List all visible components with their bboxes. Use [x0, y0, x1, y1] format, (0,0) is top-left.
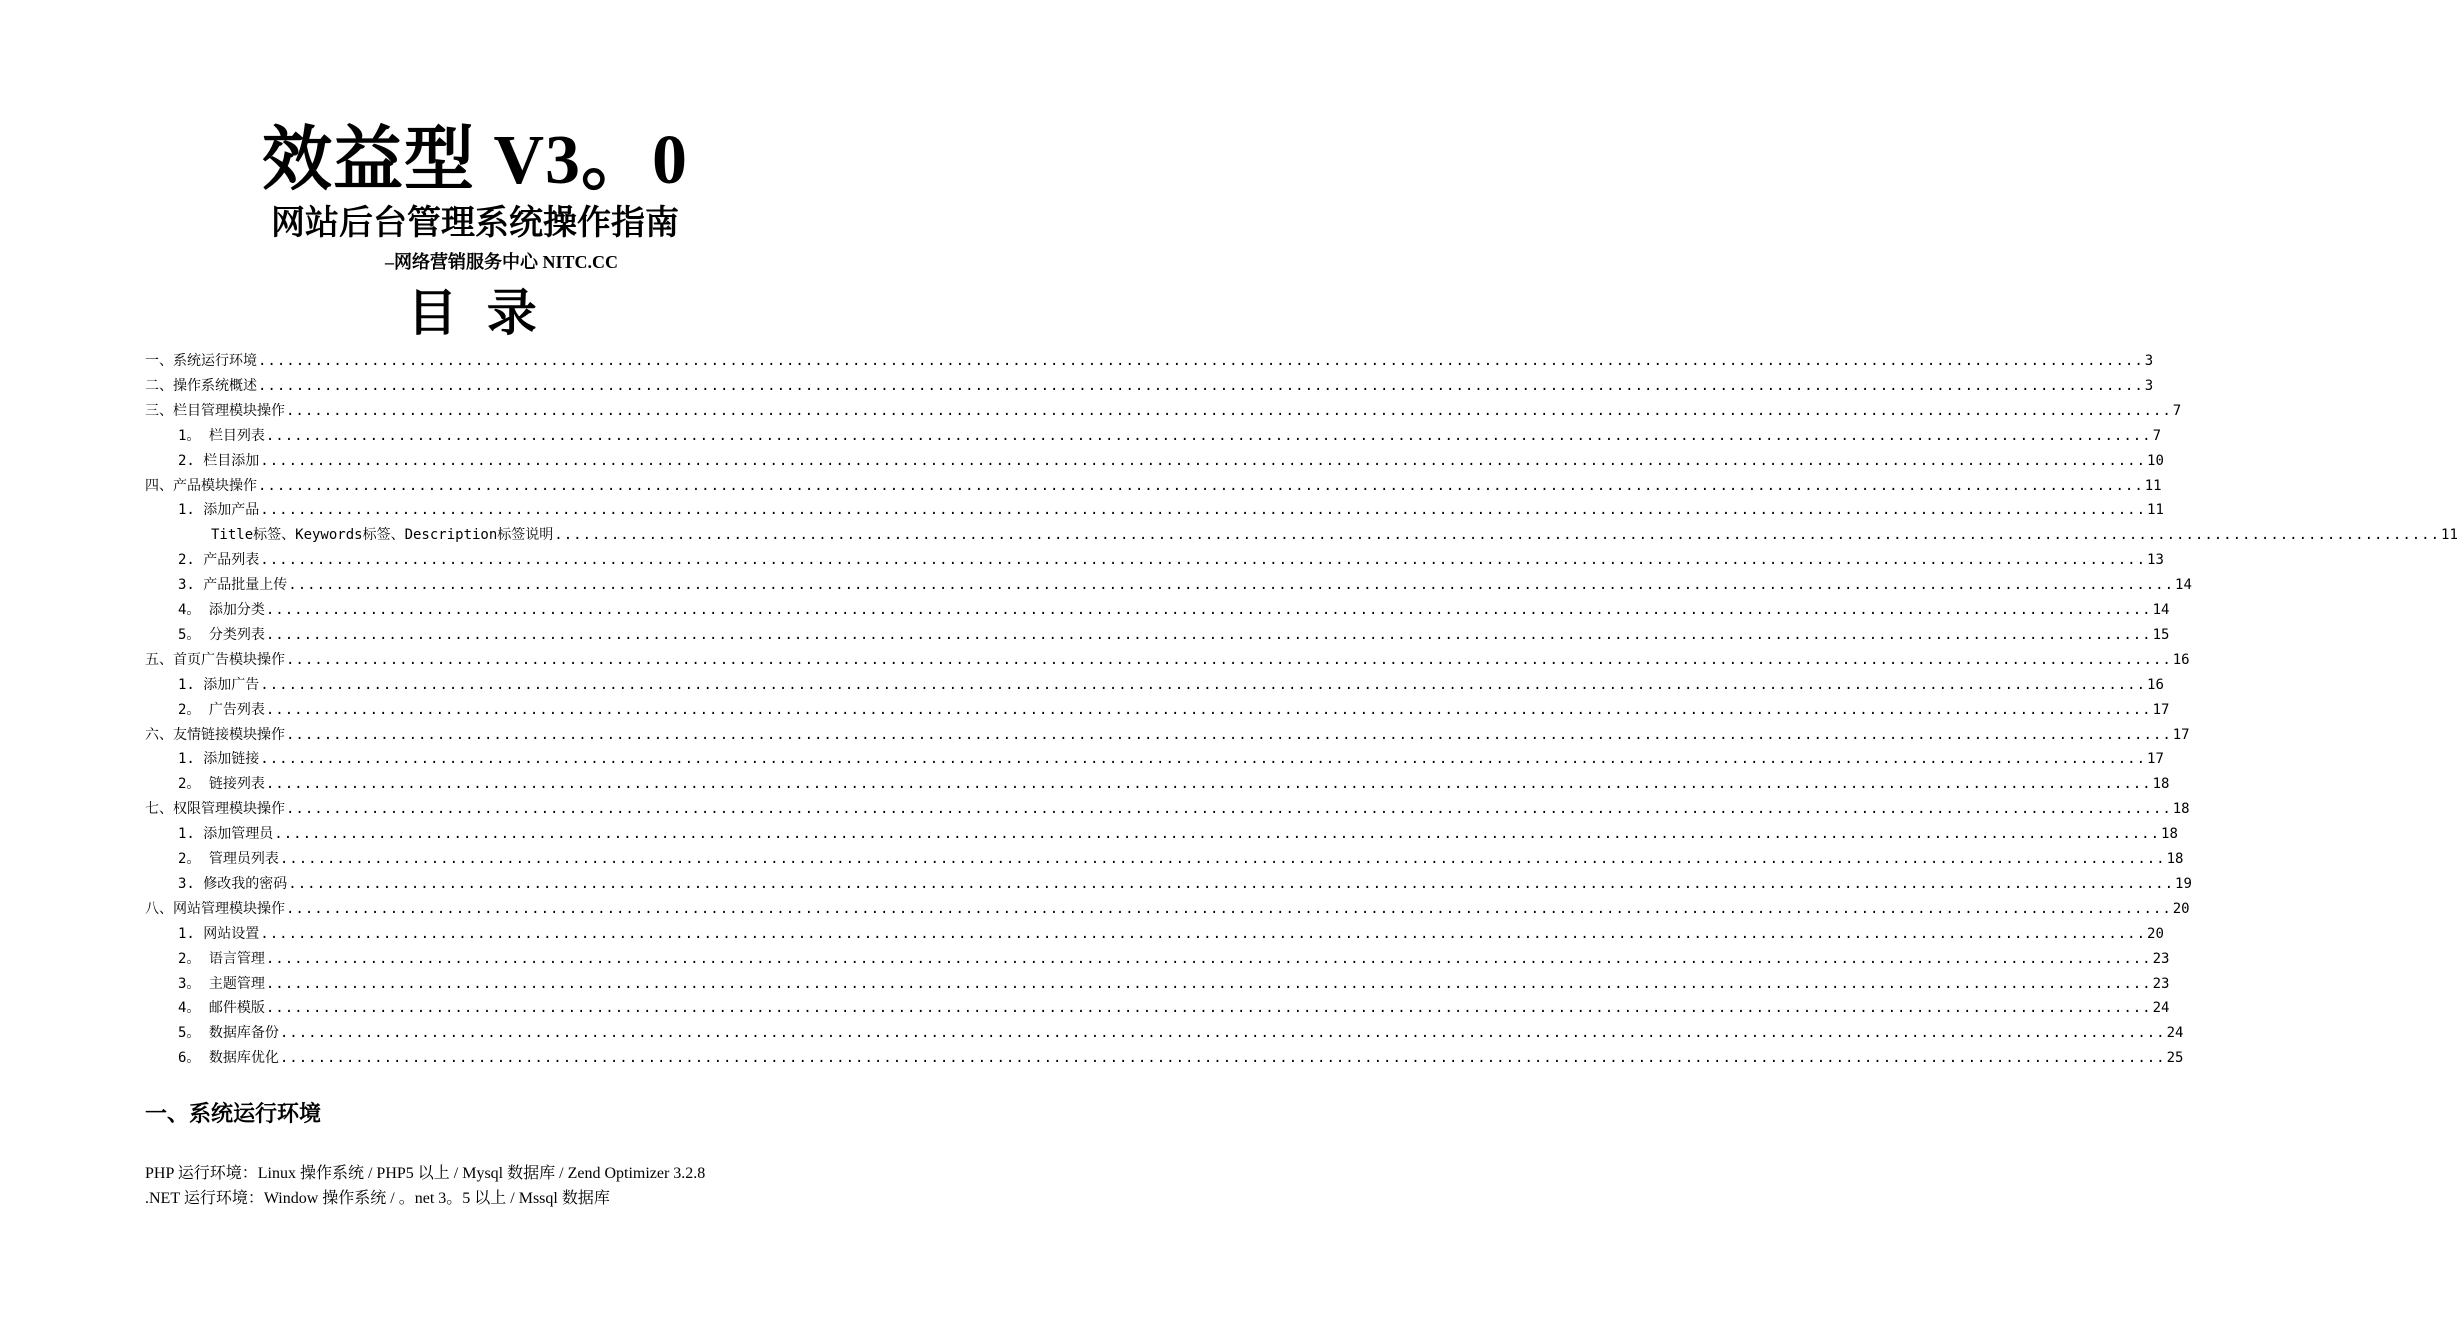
toc-dot-leader: ........................................................................................................................................................................................................: [260, 925, 2147, 942]
toc-entry-label: 1. 网站设置: [178, 925, 260, 942]
toc-dot-leader: ........................................................................................................................................................................................................: [260, 751, 2147, 768]
toc-entry[interactable]: [178, 673, 2164, 698]
toc-entry-label: 2。 链接列表: [178, 776, 265, 793]
php-environment-line: PHP 运行环境：Linux 操作系统 / PHP5 以上 / Mysql 数据库 / Zend Optimizer 3.2.8: [145, 1165, 706, 1182]
toc-entry[interactable]: [178, 424, 2162, 449]
toc-entry[interactable]: [178, 623, 2170, 648]
toc-entry-page: 14: [2152, 602, 2170, 618]
toc-entry[interactable]: [178, 822, 2178, 847]
toc-entry-page: 16: [2147, 676, 2164, 693]
toc-entry-label: 1。 栏目列表: [178, 427, 265, 444]
toc-entry[interactable]: [178, 698, 2170, 723]
toc-entry-page: 3: [2144, 353, 2154, 369]
toc-dot-leader: ........................................................................................................................................................................................................: [265, 602, 2152, 618]
toc-entry[interactable]: [178, 598, 2170, 623]
toc-entry-page: 24: [2152, 1000, 2170, 1017]
toc-dot-leader: ........................................................................................................................................................................................................: [265, 776, 2152, 793]
toc-entry-page: 19: [2175, 875, 2192, 892]
toc-entry[interactable]: [145, 399, 2182, 424]
toc-entry[interactable]: [178, 996, 2170, 1021]
toc-entry-label: 5。 分类列表: [178, 626, 265, 643]
toc-entry-label: 3。 主题管理: [178, 975, 265, 992]
toc-dot-leader: ........................................................................................................................................................................................................: [260, 552, 2147, 569]
toc-entry[interactable]: [145, 474, 2162, 499]
toc-entry-label: 3. 修改我的密码: [178, 875, 288, 892]
toc-entry-label: 2。 广告列表: [178, 701, 265, 718]
toc-entry[interactable]: [178, 573, 2192, 598]
net-environment-line: .NET 运行环境：Window 操作系统 / 。net 3。5 以上 / Mssql 数据库: [145, 1190, 610, 1207]
toc-dot-leader: ........................................................................................................................................................................................................: [286, 402, 2172, 419]
document-title: 效益型 V3。0: [261, 122, 689, 199]
toc-dot-leader: ........................................................................................................................................................................................................: [265, 427, 2152, 444]
toc-entry-label: 2. 产品列表: [178, 552, 260, 569]
toc-entry-label: 5。 数据库备份: [178, 1025, 279, 1042]
toc-entry-page: 11: [2441, 527, 2458, 544]
toc-entry[interactable]: [178, 498, 2164, 523]
toc-dot-leader: ........................................................................................................................................................................................................: [265, 701, 2152, 718]
toc-entry[interactable]: [178, 972, 2170, 997]
toc-dot-leader: ........................................................................................................................................................................................................: [265, 1000, 2152, 1017]
toc-entry-label: 4。 添加分类: [178, 602, 265, 618]
toc-entry[interactable]: [145, 723, 2190, 748]
toc-entry-page: 11: [2147, 502, 2164, 519]
toc-entry-label: Title标签、Keywords标签、Description标签说明: [211, 527, 554, 544]
toc-entry-page: 18: [2172, 801, 2190, 818]
toc-dot-leader: ........................................................................................................................................................................................................: [260, 676, 2147, 693]
toc-entry-label: 2。 语言管理: [178, 950, 265, 967]
toc-entry[interactable]: [178, 922, 2164, 947]
toc-dot-leader: ........................................................................................................................................................................................................: [260, 452, 2147, 469]
toc-entry-page: 13: [2147, 552, 2164, 569]
toc-entry[interactable]: [178, 747, 2164, 772]
toc-entry-page: 3: [2144, 377, 2154, 394]
toc-entry-label: 一、系统运行环境: [145, 353, 257, 369]
toc-entry-page: 17: [2172, 726, 2190, 743]
toc-dot-leader: ........................................................................................................................................................................................................: [279, 1025, 2166, 1042]
toc-dot-leader: ........................................................................................................................................................................................................: [279, 851, 2166, 867]
toc-entry[interactable]: [178, 947, 2170, 972]
toc-dot-leader: ........................................................................................................................................................................................................: [286, 801, 2172, 818]
toc-entry-label: 六、友情链接模块操作: [145, 726, 285, 743]
toc-entry[interactable]: [178, 1046, 2184, 1071]
toc-entry-label: 七、权限管理模块操作: [145, 801, 285, 818]
toc-entry-page: 25: [2166, 1050, 2184, 1067]
toc-dot-leader: ........................................................................................................................................................................................................: [258, 477, 2144, 494]
toc-entry[interactable]: [178, 847, 2184, 872]
document-subtitle: 网站后台管理系统操作指南: [271, 203, 679, 243]
toc-entry-label: 八、网站管理模块操作: [145, 900, 285, 917]
toc-entry[interactable]: [178, 1021, 2184, 1046]
toc-entry[interactable]: [145, 797, 2190, 822]
toc-dot-leader: ........................................................................................................................................................................................................: [286, 651, 2172, 668]
toc-entry-page: 23: [2152, 950, 2170, 967]
toc-entry-page: 7: [2172, 402, 2182, 419]
toc-entry[interactable]: [145, 349, 2154, 374]
toc-entry-page: 18: [2161, 826, 2178, 843]
toc-entry-label: 四、产品模块操作: [145, 477, 257, 494]
toc-entry-page: 20: [2147, 925, 2164, 942]
toc-dot-leader: ........................................................................................................................................................................................................: [265, 626, 2152, 643]
toc-dot-leader: ........................................................................................................................................................................................................: [274, 826, 2161, 843]
toc-dot-leader: ........................................................................................................................................................................................................: [258, 377, 2144, 394]
toc-entry[interactable]: [178, 548, 2164, 573]
toc-entry-label: 1. 添加产品: [178, 502, 260, 519]
toc-entry-page: 18: [2152, 776, 2170, 793]
toc-entry-label: 二、操作系统概述: [145, 377, 257, 394]
toc-entry-page: 16: [2172, 651, 2190, 668]
toc-entry-page: 10: [2147, 452, 2164, 469]
toc-entry-page: 17: [2152, 701, 2170, 718]
toc-entry[interactable]: [145, 897, 2190, 922]
toc-entry-page: 7: [2152, 427, 2162, 444]
toc-entry-label: 三、栏目管理模块操作: [145, 402, 285, 419]
toc-entry-label: 4。 邮件模版: [178, 1000, 265, 1017]
toc-entry[interactable]: [178, 872, 2192, 897]
toc-entry-page: 15: [2152, 626, 2170, 643]
section-heading: 一、系统运行环境: [145, 1102, 322, 1127]
toc-dot-leader: ........................................................................................................................................................................................................: [279, 1050, 2166, 1067]
toc-dot-leader: ........................................................................................................................................................................................................: [265, 950, 2152, 967]
toc-entry-label: 2. 栏目添加: [178, 452, 260, 469]
toc-dot-leader: ........................................................................................................................................................................................................: [286, 726, 2172, 743]
toc-entry-page: 23: [2152, 975, 2170, 992]
toc-entry-page: 24: [2166, 1025, 2184, 1042]
toc-entry[interactable]: [145, 374, 2154, 399]
toc-entry[interactable]: [145, 648, 2190, 673]
toc-dot-leader: ........................................................................................................................................................................................................: [288, 577, 2175, 594]
toc-dot-leader: ........................................................................................................................................................................................................: [288, 875, 2175, 892]
toc-entry[interactable]: [178, 772, 2170, 797]
organization-line: –网络营销服务中心 NITC.CC: [385, 252, 619, 272]
toc-entry-label: 6。 数据库优化: [178, 1050, 279, 1067]
toc-dot-leader: ........................................................................................................................................................................................................: [286, 900, 2172, 917]
toc-entry[interactable]: [211, 523, 2458, 548]
toc-dot-leader: ........................................................................................................................................................................................................: [260, 502, 2147, 519]
toc-entry[interactable]: [178, 449, 2164, 474]
toc-entry-label: 五、首页广告模块操作: [145, 651, 285, 668]
toc-dot-leader: ........................................................................................................................................................................................................: [258, 353, 2144, 369]
toc-dot-leader: ........................................................................................................................................................................................................: [265, 975, 2152, 992]
toc-entry-label: 3. 产品批量上传: [178, 577, 288, 594]
toc-entry-label: 1. 添加链接: [178, 751, 260, 768]
toc-entry-page: 18: [2166, 851, 2184, 867]
toc-entry-page: 14: [2175, 577, 2192, 594]
toc-heading: 目 录: [407, 284, 543, 342]
toc-entry-page: 11: [2144, 477, 2162, 494]
toc-entry-label: 2。 管理员列表: [178, 851, 279, 867]
toc-entry-page: 17: [2147, 751, 2164, 768]
toc-dot-leader: ........................................................................................................................................................................................................: [554, 527, 2441, 544]
toc-entry-label: 1. 添加管理员: [178, 826, 274, 843]
toc-entry-label: 1. 添加广告: [178, 676, 260, 693]
toc-entry-page: 20: [2172, 900, 2190, 917]
